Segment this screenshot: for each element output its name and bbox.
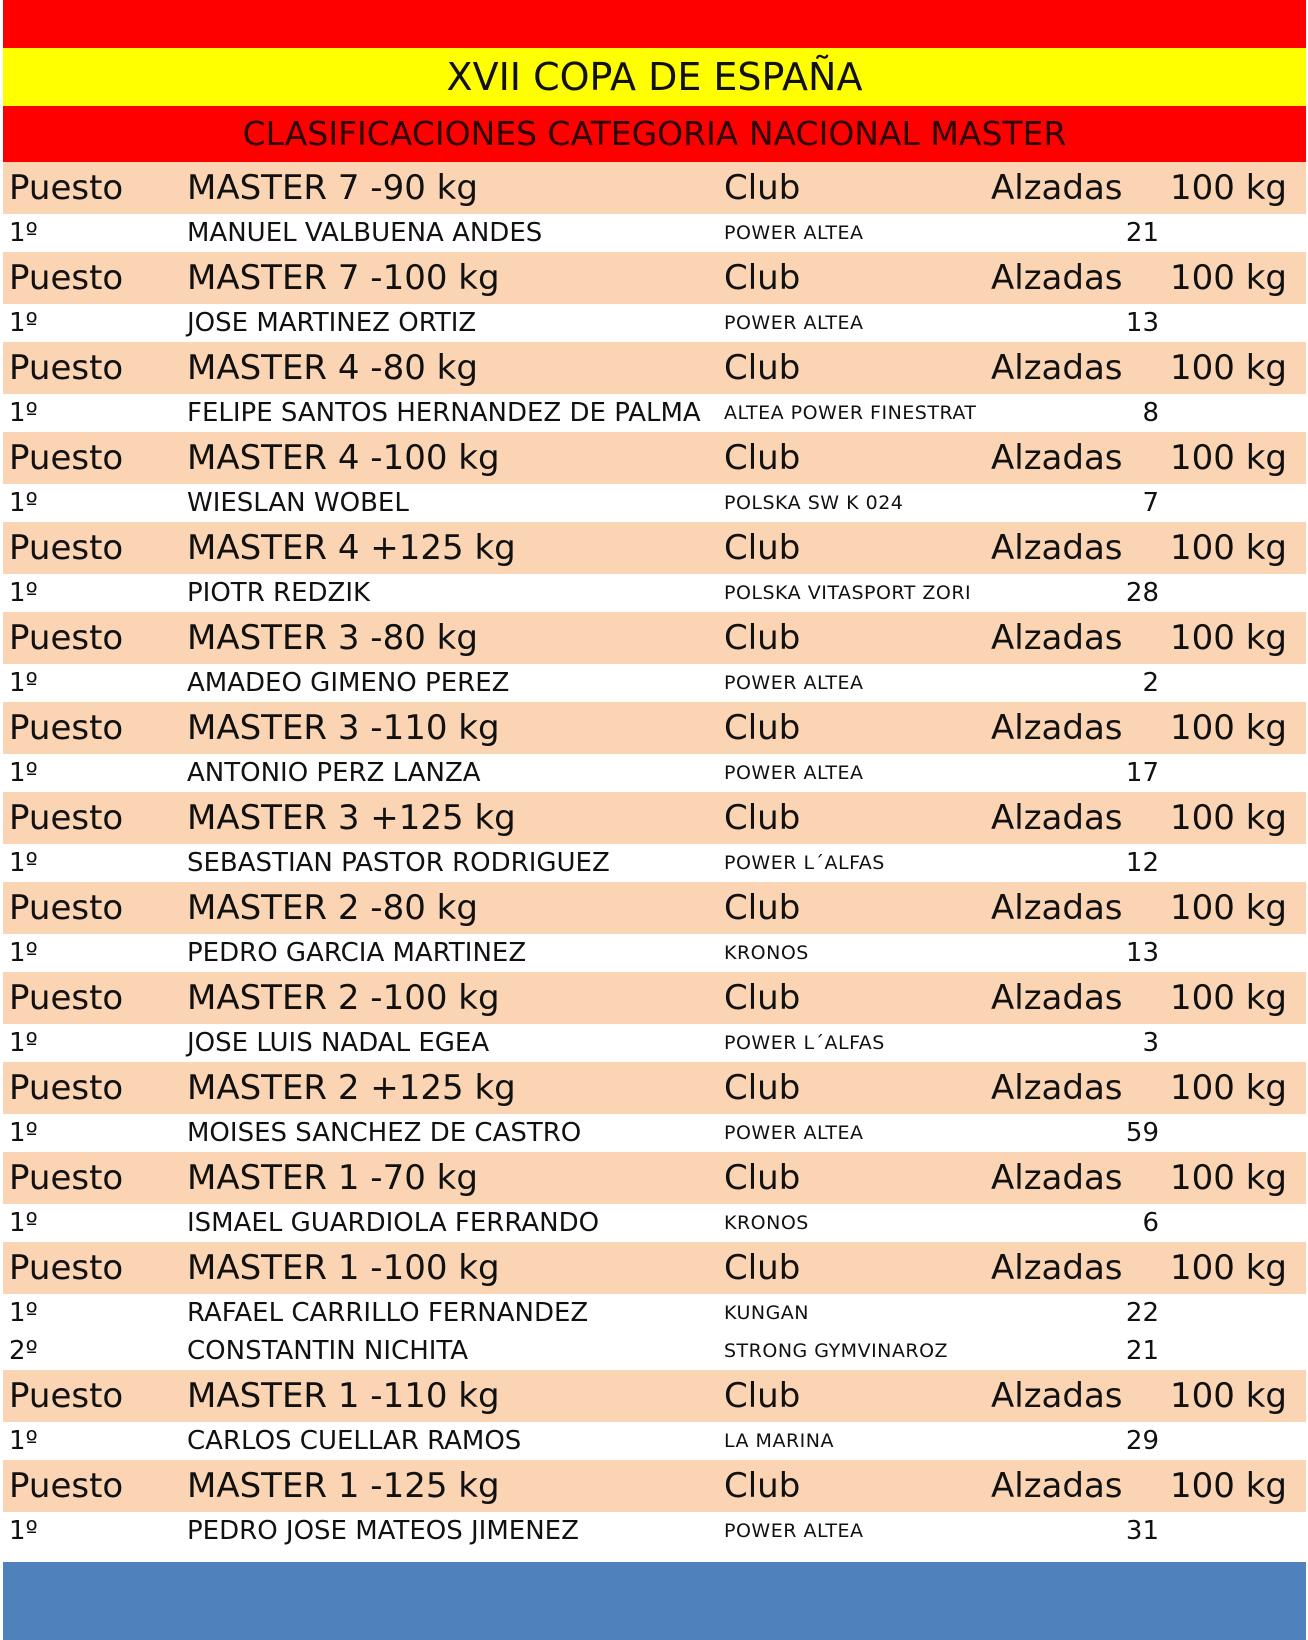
alzadas-header: Alzadas [991, 1068, 1123, 1108]
alzadas-header: Alzadas [991, 798, 1123, 838]
athlete-row [3, 214, 1306, 252]
athlete-row [3, 754, 1306, 792]
athlete-row [3, 394, 1306, 432]
puesto-header: Puesto [9, 888, 124, 928]
athlete-club: POLSKA SW K 024 [724, 492, 904, 514]
athlete-name: PEDRO JOSE MATEOS JIMENEZ [187, 1516, 579, 1546]
category-name: MASTER 1 -125 kg [187, 1466, 500, 1506]
category-name: MASTER 1 -70 kg [187, 1158, 478, 1198]
athlete-row [3, 844, 1306, 882]
alzadas-header: Alzadas [991, 888, 1123, 928]
category-name: MASTER 2 +125 kg [187, 1068, 516, 1108]
athlete-place: 1º [9, 308, 38, 338]
athlete-club: POWER ALTEA [724, 762, 864, 784]
athlete-lifts: 59 [1125, 1118, 1159, 1148]
athlete-row [3, 574, 1306, 612]
athlete-name: SEBASTIAN PASTOR RODRIGUEZ [187, 848, 610, 878]
weight-header: 100 kg [1170, 438, 1287, 478]
weight-header: 100 kg [1170, 348, 1287, 388]
weight-header: 100 kg [1170, 798, 1287, 838]
club-header: Club [724, 798, 801, 838]
category-name: MASTER 2 -100 kg [187, 978, 500, 1018]
category-name: MASTER 4 -100 kg [187, 438, 500, 478]
category-header-row [3, 522, 1306, 574]
category-header-row [3, 1062, 1306, 1114]
athlete-club: POWER ALTEA [724, 312, 864, 334]
athlete-lifts: 29 [1125, 1426, 1159, 1456]
athlete-name: CONSTANTIN NICHITA [187, 1336, 469, 1366]
athlete-place: 1º [9, 578, 38, 608]
club-header: Club [724, 438, 801, 478]
alzadas-header: Alzadas [991, 1376, 1123, 1416]
athlete-place: 1º [9, 398, 38, 428]
puesto-header: Puesto [9, 1376, 124, 1416]
category-header-row [3, 1242, 1306, 1294]
alzadas-header: Alzadas [991, 708, 1123, 748]
athlete-row [3, 934, 1306, 972]
athlete-place: 1º [9, 938, 38, 968]
category-name: MASTER 7 -100 kg [187, 258, 500, 298]
club-header: Club [724, 348, 801, 388]
athlete-name: ANTONIO PERZ LANZA [187, 758, 481, 788]
category-name: MASTER 2 -80 kg [187, 888, 478, 928]
puesto-header: Puesto [9, 1068, 124, 1108]
athlete-name: JOSE MARTINEZ ORTIZ [187, 308, 477, 338]
category-name: MASTER 4 +125 kg [187, 528, 516, 568]
weight-header: 100 kg [1170, 978, 1287, 1018]
weight-header: 100 kg [1170, 1068, 1287, 1108]
athlete-club: STRONG GYMVINAROZ [724, 1340, 949, 1362]
results-sheet [3, 0, 1306, 1550]
athlete-lifts: 12 [1125, 848, 1159, 878]
athlete-place: 1º [9, 1516, 38, 1546]
alzadas-header: Alzadas [991, 618, 1123, 658]
category-header-row [3, 882, 1306, 934]
puesto-header: Puesto [9, 978, 124, 1018]
athlete-club: POWER ALTEA [724, 1520, 864, 1542]
alzadas-header: Alzadas [991, 1466, 1123, 1506]
alzadas-header: Alzadas [991, 978, 1123, 1018]
athlete-club: LA MARINA [724, 1430, 834, 1452]
club-header: Club [724, 1158, 801, 1198]
alzadas-header: Alzadas [991, 168, 1123, 208]
athlete-name: FELIPE SANTOS HERNANDEZ DE PALMA [187, 398, 701, 428]
athlete-place: 1º [9, 1298, 38, 1328]
athlete-name: JOSE LUIS NADAL EGEA [187, 1028, 490, 1058]
athlete-lifts: 3 [1142, 1028, 1159, 1058]
athlete-place: 1º [9, 488, 38, 518]
athlete-club: KRONOS [724, 942, 809, 964]
weight-header: 100 kg [1170, 888, 1287, 928]
athlete-lifts: 8 [1142, 398, 1159, 428]
weight-header: 100 kg [1170, 1376, 1287, 1416]
alzadas-header: Alzadas [991, 438, 1123, 478]
club-header: Club [724, 618, 801, 658]
top-red-band [3, 0, 1306, 48]
club-header: Club [724, 708, 801, 748]
category-name: MASTER 3 +125 kg [187, 798, 516, 838]
category-header-row [3, 1460, 1306, 1512]
page-subtitle: CLASIFICACIONES CATEGORIA NACIONAL MASTER [3, 106, 1306, 162]
athlete-lifts: 22 [1125, 1298, 1159, 1328]
category-name: MASTER 3 -80 kg [187, 618, 478, 658]
weight-header: 100 kg [1170, 618, 1287, 658]
athlete-place: 1º [9, 668, 38, 698]
weight-header: 100 kg [1170, 1158, 1287, 1198]
athlete-lifts: 28 [1125, 578, 1159, 608]
club-header: Club [724, 1248, 801, 1288]
athlete-club: POWER ALTEA [724, 672, 864, 694]
athlete-club: POWER L´ALFAS [724, 1032, 885, 1054]
athlete-row [3, 1024, 1306, 1062]
category-name: MASTER 4 -80 kg [187, 348, 478, 388]
athlete-name: PIOTR REDZIK [187, 578, 371, 608]
category-header-row [3, 972, 1306, 1024]
athlete-name: PEDRO GARCIA MARTINEZ [187, 938, 527, 968]
athlete-club: ALTEA POWER FINESTRAT [724, 402, 977, 424]
weight-header: 100 kg [1170, 528, 1287, 568]
club-header: Club [724, 528, 801, 568]
athlete-place: 1º [9, 1426, 38, 1456]
category-name: MASTER 3 -110 kg [187, 708, 500, 748]
alzadas-header: Alzadas [991, 258, 1123, 298]
athlete-place: 1º [9, 758, 38, 788]
athlete-place: 1º [9, 1208, 38, 1238]
puesto-header: Puesto [9, 708, 124, 748]
athlete-row [3, 1294, 1306, 1332]
athlete-lifts: 2 [1142, 668, 1159, 698]
club-header: Club [724, 1068, 801, 1108]
alzadas-header: Alzadas [991, 528, 1123, 568]
category-header-row [3, 432, 1306, 484]
club-header: Club [724, 888, 801, 928]
club-header: Club [724, 1466, 801, 1506]
weight-header: 100 kg [1170, 168, 1287, 208]
athlete-lifts: 7 [1142, 488, 1159, 518]
athlete-name: RAFAEL CARRILLO FERNANDEZ [187, 1298, 589, 1328]
athlete-name: MOISES SANCHEZ DE CASTRO [187, 1118, 582, 1148]
athlete-row [3, 664, 1306, 702]
puesto-header: Puesto [9, 168, 124, 208]
category-name: MASTER 7 -90 kg [187, 168, 478, 208]
athlete-place: 1º [9, 1028, 38, 1058]
athlete-row [3, 1422, 1306, 1460]
puesto-header: Puesto [9, 1158, 124, 1198]
puesto-header: Puesto [9, 798, 124, 838]
weight-header: 100 kg [1170, 708, 1287, 748]
athlete-place: 1º [9, 218, 38, 248]
athlete-name: ISMAEL GUARDIOLA FERRANDO [187, 1208, 600, 1238]
club-header: Club [724, 978, 801, 1018]
category-header-row [3, 342, 1306, 394]
category-header-row [3, 702, 1306, 754]
results-table [3, 162, 1306, 1550]
category-header-row [3, 252, 1306, 304]
puesto-header: Puesto [9, 438, 124, 478]
athlete-row [3, 484, 1306, 522]
athlete-name: MANUEL VALBUENA ANDES [187, 218, 543, 248]
athlete-name: CARLOS CUELLAR RAMOS [187, 1426, 522, 1456]
athlete-club: POWER ALTEA [724, 1122, 864, 1144]
athlete-row [3, 304, 1306, 342]
puesto-header: Puesto [9, 348, 124, 388]
athlete-lifts: 31 [1125, 1516, 1159, 1546]
athlete-club: KUNGAN [724, 1302, 810, 1324]
athlete-club: POLSKA VITASPORT ZORI [724, 582, 972, 604]
athlete-row [3, 1204, 1306, 1242]
page-title: XVII COPA DE ESPAÑA [3, 48, 1306, 106]
category-header-row [3, 612, 1306, 664]
athlete-lifts: 13 [1125, 308, 1159, 338]
athlete-row [3, 1332, 1306, 1370]
puesto-header: Puesto [9, 258, 124, 298]
puesto-header: Puesto [9, 528, 124, 568]
athlete-lifts: 21 [1125, 1336, 1159, 1366]
weight-header: 100 kg [1170, 258, 1287, 298]
athlete-place: 1º [9, 1118, 38, 1148]
category-header-row [3, 792, 1306, 844]
club-header: Club [724, 168, 801, 208]
puesto-header: Puesto [9, 1248, 124, 1288]
alzadas-header: Alzadas [991, 348, 1123, 388]
athlete-name: WIESLAN WOBEL [187, 488, 409, 518]
athlete-club: KRONOS [724, 1212, 809, 1234]
puesto-header: Puesto [9, 1466, 124, 1506]
club-header: Club [724, 1376, 801, 1416]
category-name: MASTER 1 -100 kg [187, 1248, 500, 1288]
category-header-row [3, 1370, 1306, 1422]
athlete-name: AMADEO GIMENO PEREZ [187, 668, 510, 698]
weight-header: 100 kg [1170, 1466, 1287, 1506]
athlete-lifts: 13 [1125, 938, 1159, 968]
alzadas-header: Alzadas [991, 1158, 1123, 1198]
athlete-lifts: 21 [1125, 218, 1159, 248]
athlete-club: POWER L´ALFAS [724, 852, 885, 874]
athlete-place: 1º [9, 848, 38, 878]
athlete-place: 2º [9, 1336, 38, 1366]
bottom-blue-band [3, 1562, 1306, 1640]
club-header: Club [724, 258, 801, 298]
category-header-row [3, 162, 1306, 214]
athlete-lifts: 17 [1125, 758, 1159, 788]
athlete-lifts: 6 [1142, 1208, 1159, 1238]
category-header-row [3, 1152, 1306, 1204]
category-name: MASTER 1 -110 kg [187, 1376, 500, 1416]
alzadas-header: Alzadas [991, 1248, 1123, 1288]
athlete-row [3, 1114, 1306, 1152]
athlete-club: POWER ALTEA [724, 222, 864, 244]
weight-header: 100 kg [1170, 1248, 1287, 1288]
athlete-row [3, 1512, 1306, 1550]
puesto-header: Puesto [9, 618, 124, 658]
